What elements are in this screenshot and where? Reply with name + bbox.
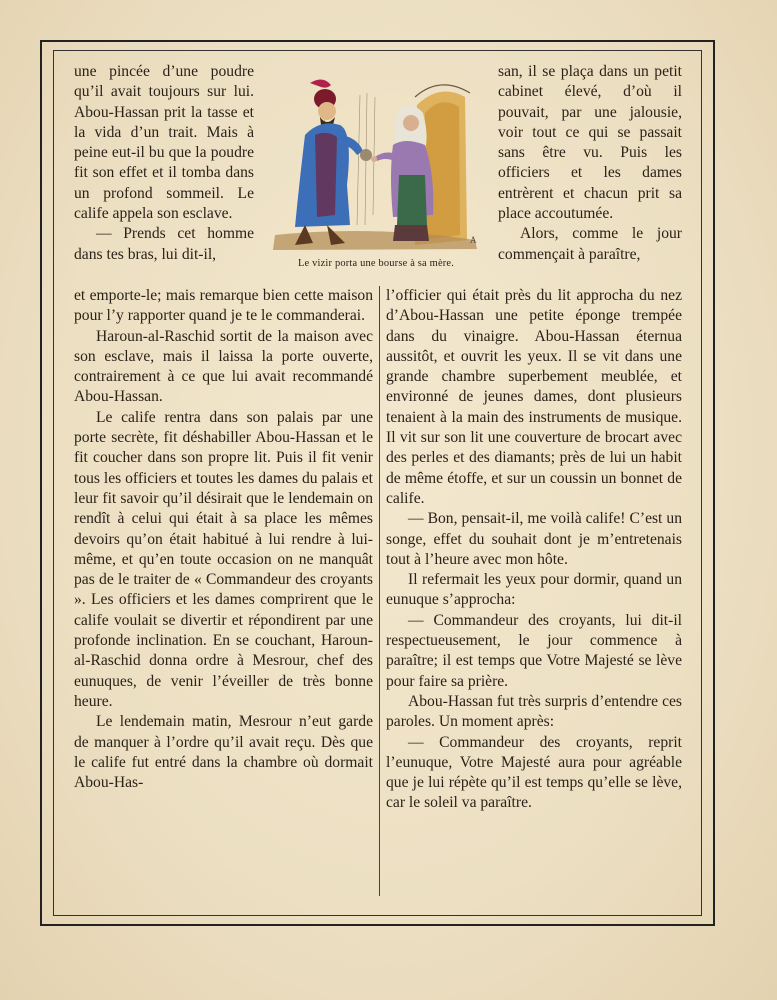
illustration: [265, 75, 487, 253]
paragraph: Le calife rentra dans son palais par une porte secrète, fit déshabiller Abou-Hassan et le fit coucher dans son propre lit. Puis il fit venir tous les officiers et toutes les dames du palais et leur fit savoir qu’il désirait que le lendemain on rendît à celui qui était à sa place les mêmes devoirs qu’on était habitué à lui rendre à lui-même, et qu’en toute occasion on ne manquât pas de le traiter de « Commandeur des croyants ». Les officiers et les dames comprirent que le calife voulait se divertir et répondirent par une profonde inclination. En se couchant, Haroun-al-Raschid donna ordre à Mesrour, chef des eunuques, de venir l’éveiller de très bonne heure.: [74, 408, 373, 710]
paragraph: Il refermait les yeux pour dormir, quand un eunuque s’approcha:: [386, 571, 682, 609]
paragraph: — Commandeur des croyants, reprit l’eunuque, Votre Majesté aura pour agréable que je lui répète qu’il est temps qu’elle se lève, car le soleil va paraître.: [386, 733, 682, 812]
illustration-caption: Le vizir porta une bourse à sa mère.: [297, 258, 455, 269]
left-top-column: [74, 62, 254, 265]
left-column: [74, 286, 373, 793]
right-top-column: [498, 62, 682, 265]
paragraph: — Commandeur des croyants, lui dit-il respectueusement, le jour commence à paraître; il est temps que Votre Majesté se lève pour faire sa prière.: [386, 611, 682, 690]
paragraph: Le lendemain matin, Mesrour n’eut garde de manquer à l’ordre qu’il avait reçu. Dès que le calife fut entré dans la chambre où dormait Abou-Has-: [74, 713, 373, 792]
paragraph: Alors, comme le jour commençait à paraître,: [498, 225, 682, 263]
paragraph: — Bon, pensait-il, me voilà calife! C’est un songe, effet du souhait dont je m’entretenais tout à l’heure avec mon hôte.: [386, 510, 682, 568]
paragraph: — Prends cet homme dans tes bras, lui dit-il,: [74, 225, 254, 263]
paragraph: l’officier qui était près du lit approcha du nez d’Abou-Hassan une petite éponge trempée dans du vinaigre. Abou-Hassan éternua aussitôt, et ouvrit les yeux. Il se vit dans une grande chambre superbement meublée, et environné de jeunes dames, dont plusieurs tenaient à la main des instruments de musique. Il vit sur son lit une couverture de brocart avec des perles et des diamants; près de lui un habit de même étoffe, et sur un coussin un bonnet de calife.: [386, 287, 682, 507]
svg-text:A: A: [470, 235, 477, 245]
right-column: [386, 286, 682, 814]
column-rule: [379, 286, 380, 896]
paragraph: et emporte-le; mais remarque bien cette maison pour l’y rapporter quand je te le commanderai.: [74, 287, 373, 325]
paragraph: Haroun-al-Raschid sortit de la maison avec son esclave, mais il laissa la porte ouverte, contrairement à ce que lui avait recommandé Abou-Hassan.: [74, 327, 373, 406]
paragraph: Abou-Hassan fut très surpris d’entendre ces paroles. Un moment après:: [386, 692, 682, 731]
paragraph: une pincée d’une poudre qu’il avait toujours sur lui. Abou-Hassan prit la tasse et la vida d’un trait. Mais à peine eut-il bu que la poudre fit son effet et il tomba dans un profond sommeil. Le calife appela son esclave.: [74, 63, 254, 223]
paragraph: san, il se plaça dans un petit cabinet élevé, d’où il pouvait, par une jalousie, voir tout ce qui se passait sans être vu. Puis les officiers et les dames entrèrent et chacun prit sa place accoutumée.: [498, 63, 682, 223]
